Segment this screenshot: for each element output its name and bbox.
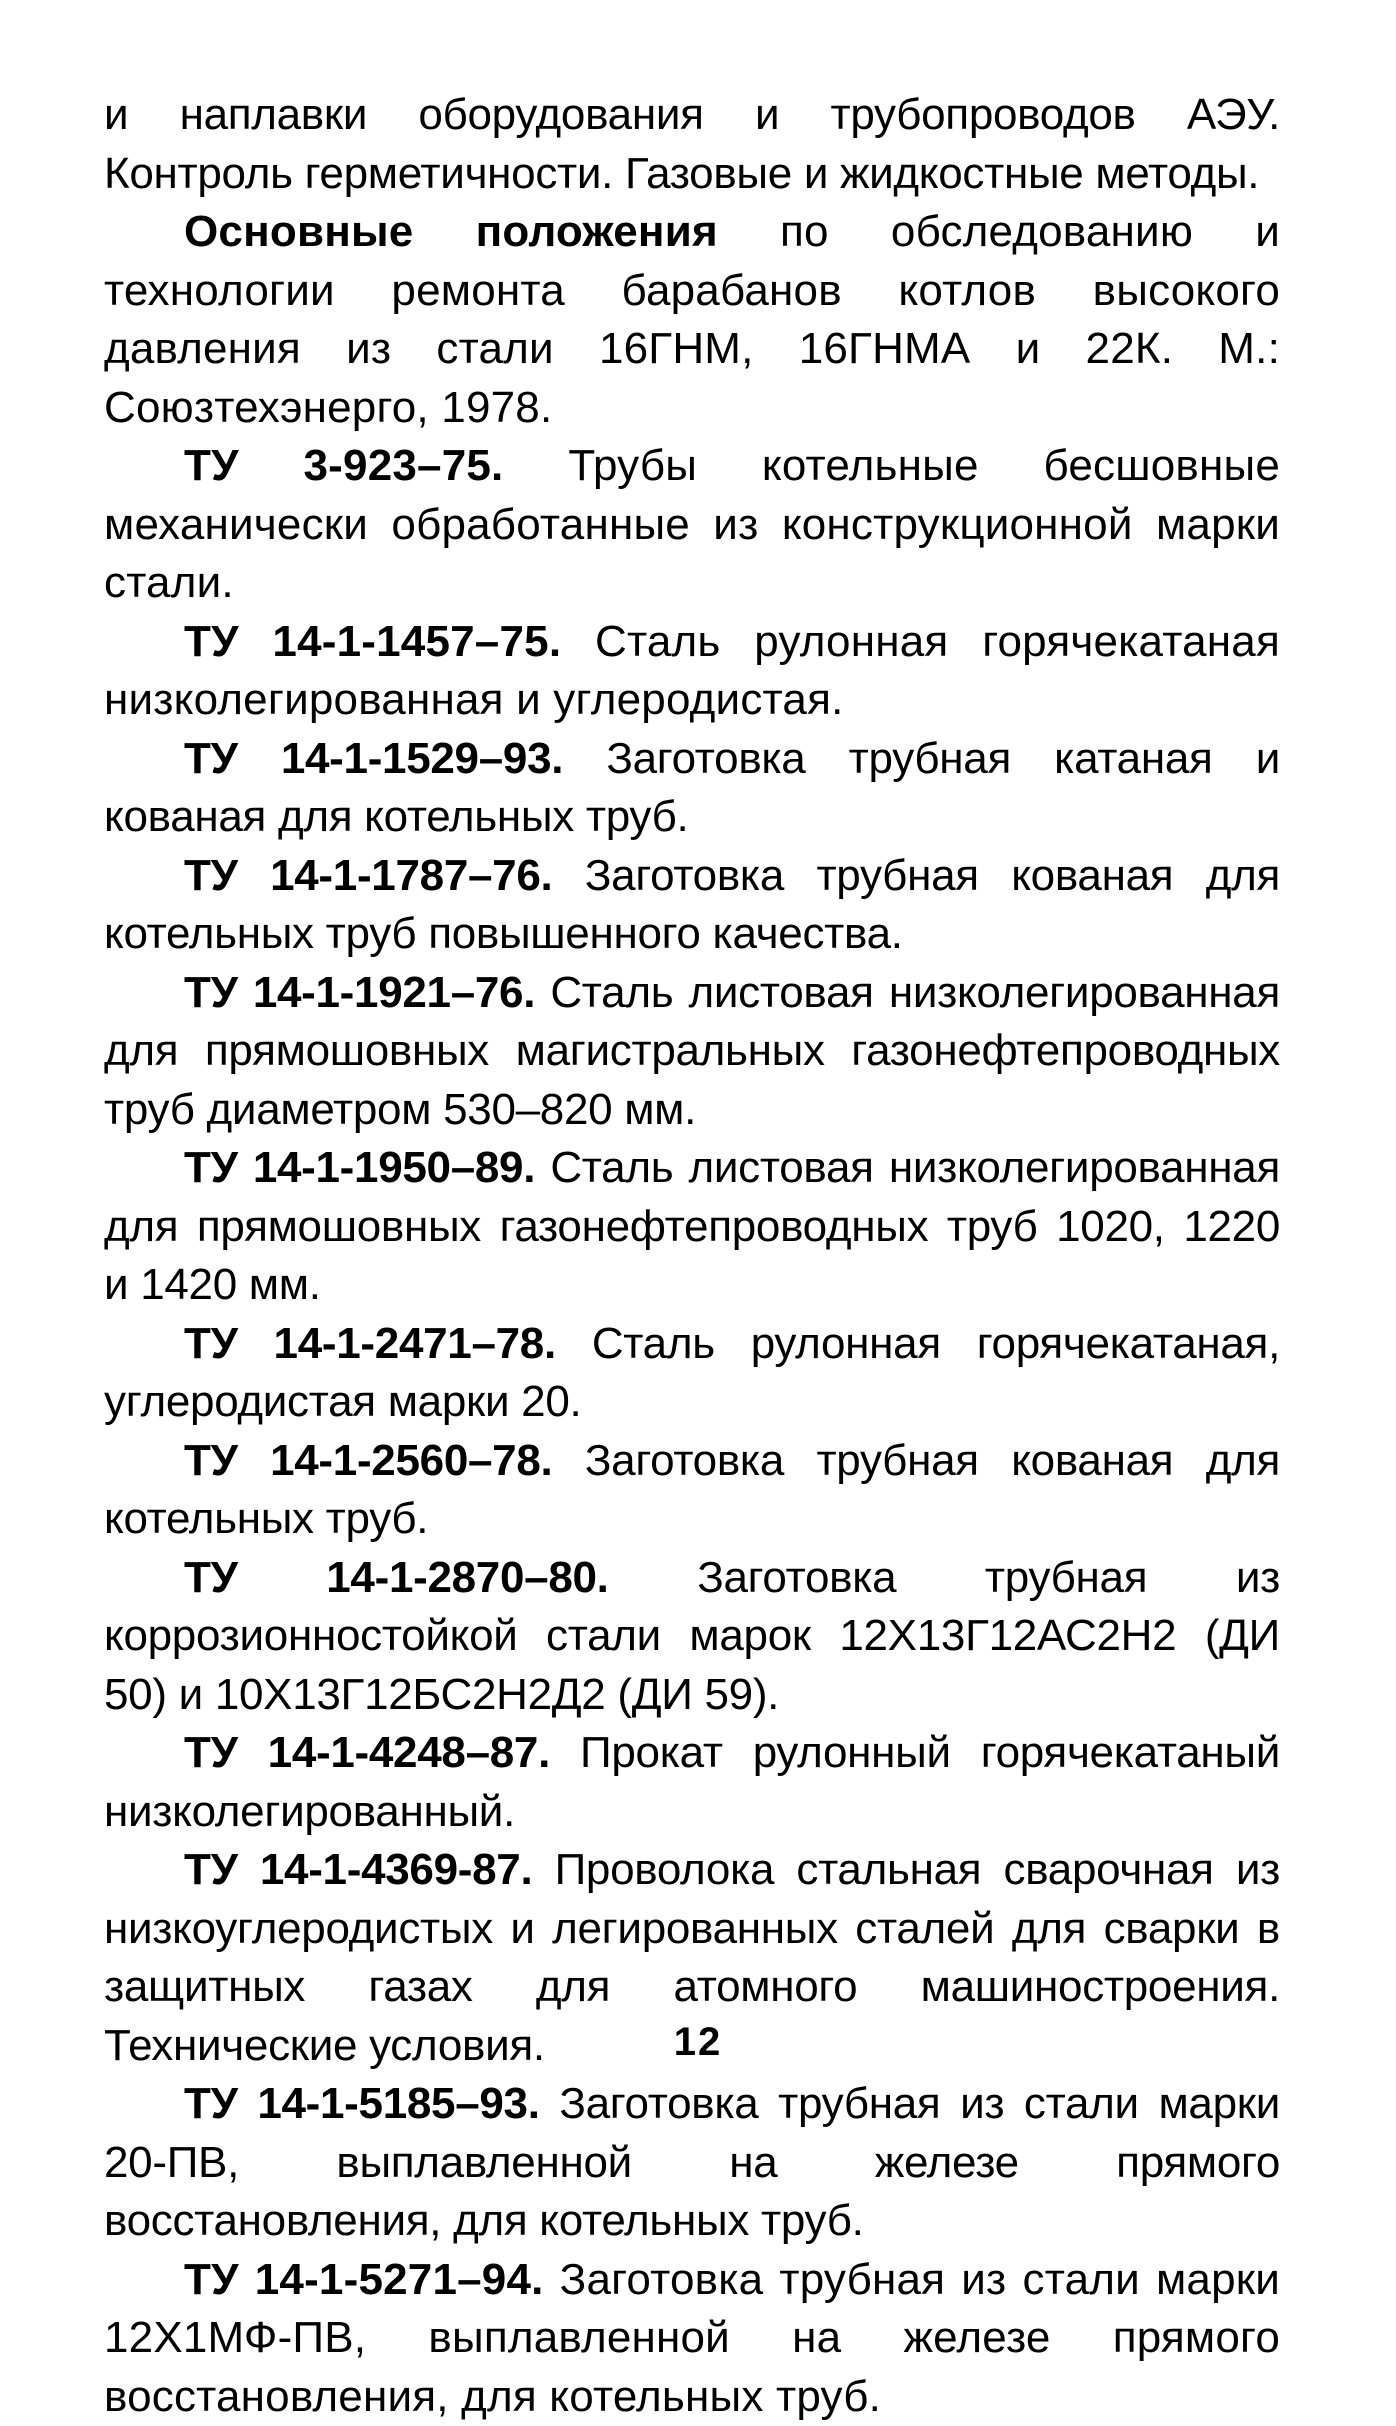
- reference-text: Заготовка трубная из стали марки 12Х1МФ-ПВ, выплавленной на железе прямого восстановления, для котельных труб.: [104, 2255, 1280, 2421]
- reference-code: ТУ 14-1-2870–80.: [184, 1553, 609, 1602]
- reference-code: ТУ 14-1-2560–78.: [184, 1436, 552, 1485]
- intro-paragraph: [104, 86, 1280, 203]
- reference-code: Основные положения: [184, 207, 718, 256]
- reference-text: Сталь рулонная горячекатаная низколегированная и углеродистая.: [104, 617, 1280, 725]
- reference-code: ТУ 14-1-5271–94.: [184, 2255, 544, 2304]
- reference-text: Сталь рулонная горячекатаная, углеродистая марки 20.: [104, 1319, 1280, 1427]
- reference-text: Заготовка трубная из стали марки 20-ПВ, выплавленной на железе прямого восстановления, для котельных труб.: [104, 2079, 1280, 2245]
- reference-entry: [104, 2075, 1280, 2251]
- reference-entry: [104, 1139, 1280, 1315]
- reference-text: по обследованию и технологии ремонта барабанов котлов высокого давления из стали 16ГНМ, 16ГНМА и 22К. М.: Союзтехэнерго, 1978.: [104, 207, 1280, 432]
- reference-entry: [104, 1432, 1280, 1549]
- reference-text: Заготовка трубная из коррозионностойкой стали марок 12Х13Г12АС2Н2 (ДИ 50) и 10Х13Г12БС2Н2Д2 (ДИ 59).: [104, 1553, 1280, 1719]
- reference-entry: [104, 1549, 1280, 1725]
- reference-text: Сталь листовая низколегированная для прямошовных магистральных газонефтепроводных труб диаметром 530–820 мм.: [104, 968, 1280, 1134]
- reference-entry: [104, 1724, 1280, 1841]
- reference-entry: [104, 847, 1280, 964]
- reference-code: ТУ 3-923–75.: [184, 441, 503, 490]
- reference-text: Проволока стальная сварочная из низкоуглеродистых и легированных сталей для сварки в защитных газах для атомного машиностроения. Технические условия.: [104, 1845, 1280, 2070]
- reference-code: ТУ 14-1-1950–89.: [184, 1143, 535, 1192]
- reference-entry: [104, 203, 1280, 437]
- reference-text: Заготовка трубная кованая для котельных труб повышенного качества.: [104, 851, 1280, 959]
- reference-entry: [104, 730, 1280, 847]
- reference-entry: [104, 2251, 1280, 2426]
- reference-entry: [104, 437, 1280, 613]
- reference-code: ТУ 14-1-1529–93.: [184, 734, 563, 783]
- reference-code: ТУ 14-1-1457–75.: [184, 617, 561, 666]
- reference-code: ТУ 14-1-1921–76.: [184, 968, 535, 1017]
- reference-code: ТУ 14-1-5185–93.: [184, 2079, 540, 2128]
- intro-text: и наплавки оборудования и трубопроводов АЭУ. Контроль герметичности. Газовые и жидкостные методы.: [104, 90, 1280, 198]
- reference-code: ТУ 14-1-1787–76.: [184, 851, 552, 900]
- reference-text: Заготовка трубная кованая для котельных труб.: [104, 1436, 1280, 1544]
- reference-entry: [104, 964, 1280, 1140]
- reference-text: Сталь листовая низколегированная для прямошовных газонефтепроводных труб 1020, 1220 и 1420 мм.: [104, 1143, 1280, 1309]
- page-number: 12: [0, 2020, 1396, 2065]
- reference-entry: [104, 1315, 1280, 1432]
- reference-entry: [104, 613, 1280, 730]
- page-body: [104, 86, 1280, 2426]
- reference-text: Заготовка трубная катаная и кованая для котельных труб.: [104, 734, 1280, 842]
- reference-text: Трубы котельные бесшовные механически обработанные из конструкционной марки стали.: [104, 441, 1280, 607]
- reference-code: ТУ 14-1-4369-87.: [184, 1845, 532, 1894]
- reference-code: ТУ 14-1-2471–78.: [184, 1319, 556, 1368]
- reference-code: ТУ 14-1-4248–87.: [184, 1728, 550, 1777]
- reference-text: Прокат рулонный горячекатаный низколегированный.: [104, 1728, 1280, 1836]
